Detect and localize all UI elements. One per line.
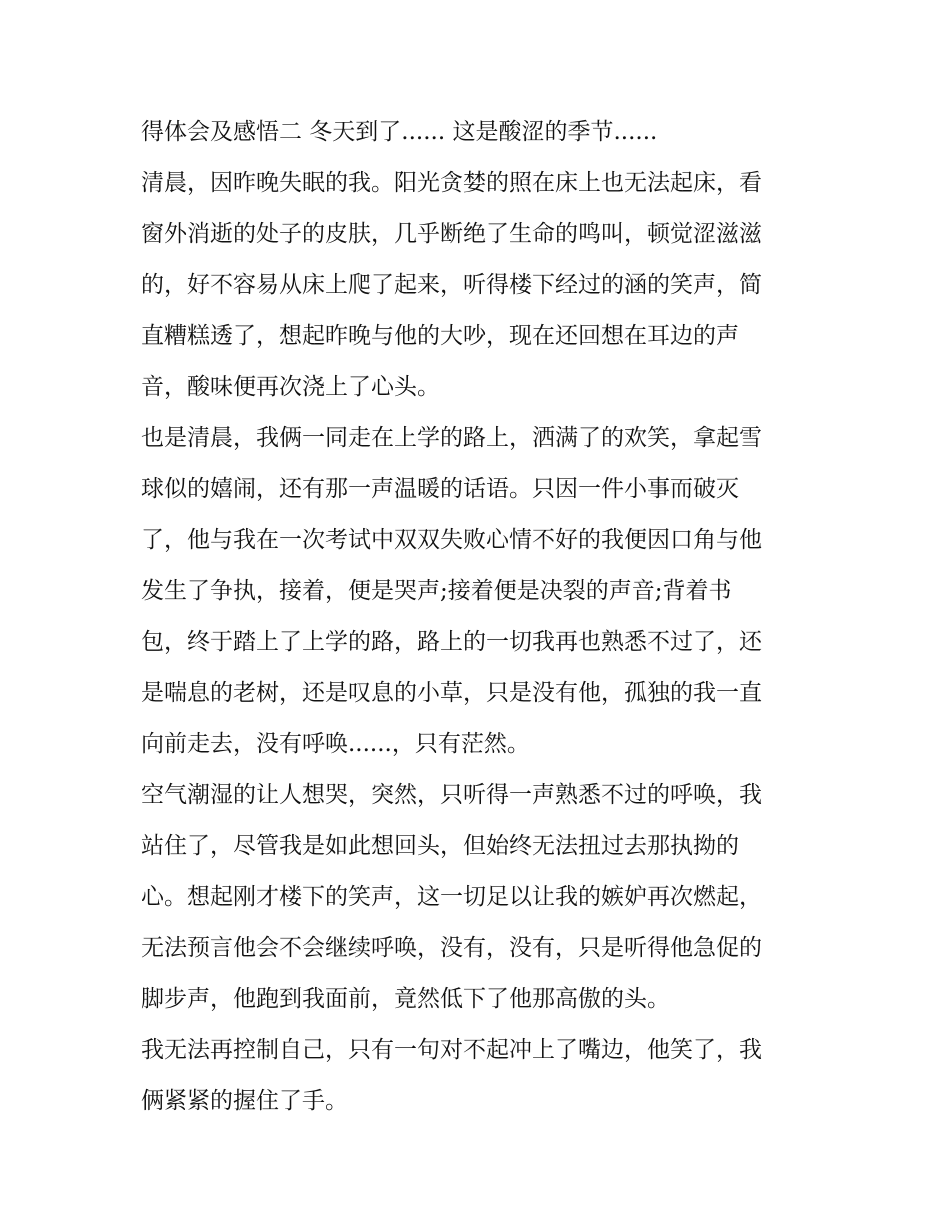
text-line: 发生了争执，接着，便是哭声;接着便是决裂的声音;背着书 <box>141 578 732 604</box>
text-line: 是喘息的老树，还是叹息的小草，只是没有他，孤独的我一直 <box>141 680 762 706</box>
text-line: 球似的嬉闹，还有那一声温暖的话语。只因一件小事而破灭 <box>141 476 739 502</box>
text-line: 得体会及感悟二 冬天到了...... 这是酸涩的季节...... <box>141 119 658 145</box>
text-line: 心。想起刚才楼下的笑声，这一切足以让我的嫉妒再次燃起， <box>141 884 762 910</box>
text-line: 清晨，因昨晚失眠的我。阳光贪婪的照在床上也无法起床，看 <box>141 170 762 196</box>
text-line: 脚步声，他跑到我面前，竟然低下了他那高傲的头。 <box>141 986 670 1012</box>
text-line: 音，酸味便再次浇上了心头。 <box>141 374 440 400</box>
text-line: 我无法再控制自己，只有一句对不起冲上了嘴边，他笑了，我 <box>141 1037 762 1063</box>
text-line: 站住了，尽管我是如此想回头，但始终无法扭过去那执拗的 <box>141 833 739 859</box>
text-line: 包，终于踏上了上学的路，路上的一切我再也熟悉不过了，还 <box>141 629 762 655</box>
text-line: 窗外消逝的处子的皮肤，几乎断绝了生命的鸣叫，顿觉涩滋滋 <box>141 221 762 247</box>
text-line: 空气潮湿的让人想哭，突然，只听得一声熟悉不过的呼唤，我 <box>141 782 762 808</box>
text-line: 的，好不容易从床上爬了起来，听得楼下经过的涵的笑声，简 <box>141 272 762 298</box>
text-line: 向前走去，没有呼唤......，只有茫然。 <box>141 731 530 757</box>
text-line: 俩紧紧的握住了手。 <box>141 1088 348 1114</box>
document-body <box>141 107 821 1127</box>
text-line: 无法预言他会不会继续呼唤，没有，没有，只是听得他急促的 <box>141 935 762 961</box>
text-line: 直糟糕透了，想起昨晚与他的大吵，现在还回想在耳边的声 <box>141 323 739 349</box>
text-line: 也是清晨，我俩一同走在上学的路上，洒满了的欢笑，拿起雪 <box>141 425 762 451</box>
text-line: 了，他与我在一次考试中双双失败心情不好的我便因口角与他 <box>141 527 762 553</box>
